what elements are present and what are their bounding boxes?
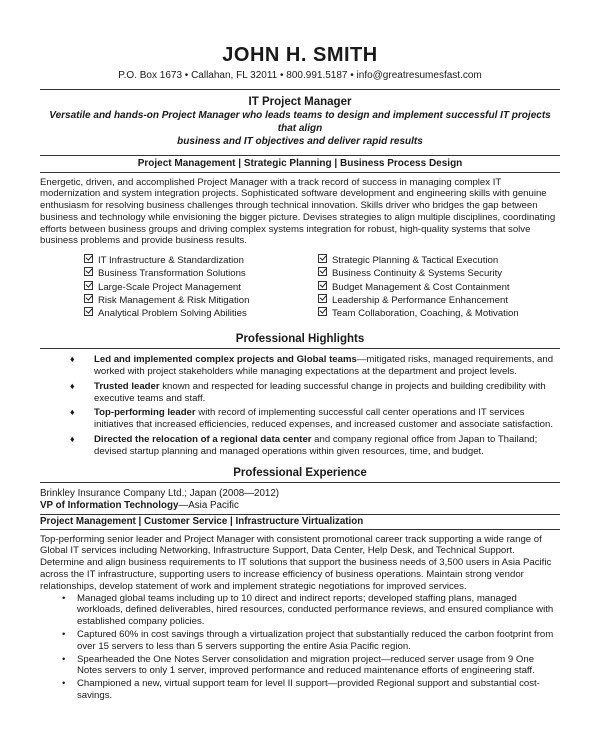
employer-line: Brinkley Insurance Company Ltd.; Japan (2008—2012) [40,487,280,499]
duty-item: • Captured 60% in cost savings through a virtualization project that substantially reduced the carbon footprint from over 15 servers to less than 5 servers supporting the entire Asia Pacific region. [62,629,554,652]
checkbox-icon [84,254,93,263]
skills-column-right [318,254,552,320]
bullet-icon: • [62,653,66,665]
skills-checklist [40,254,560,320]
role-description: Top-performing senior leader and Project Manager with consistent promotional career track supporting a wide range of Global IT services including Networking, Infrastructure Support, Data Center, Help Desk, and Technical Support. Determine and align business requirements to IT solutions that support the business needs of 3,500 users in Asia Pacific across the IT infrastructure, supporting users to increase efficiency of business operations. Maintain strong vendor relationships, develop statement of work and implement strategic negotiations for improved services. [40,533,552,592]
skill-item: Risk Management & Risk Mitigation [84,294,318,307]
skill-item: Team Collaboration, Coaching, & Motivation [318,307,552,320]
contact-line: P.O. Box 1673 • Callahan, FL 32011 • 800.991.5187 • info@greatresumesfast.com [118,70,482,81]
bullet-icon: • [62,592,66,604]
checkbox-icon [318,281,327,290]
checkbox-icon [318,294,327,303]
objective-subtitle-line1: Versatile and hands-on Project Manager who leads teams to design and implement successful IT projects that align [49,110,551,134]
highlight-item: ♦ Led and implemented complex projects and Global teams—mitigated risks, managed requirements, and worked with project stakeholders while managing expectations at the department and project levels. [70,354,554,378]
skill-item: Strategic Planning & Tactical Execution [318,254,552,267]
role-focus-bar: Project Management | Customer Service | Infrastructure Virtualization [40,514,560,530]
skill-item: IT Infrastructure & Standardization [84,254,318,267]
skill-item: Large-Scale Project Management [84,281,318,294]
checkbox-icon [318,254,327,263]
skill-item: Analytical Problem Solving Abilities [84,307,318,320]
bullet-icon: • [62,678,66,690]
role-line [40,500,560,512]
checkbox-icon [84,267,93,276]
header-divider [40,89,560,90]
highlight-item: ♦ Directed the relocation of a regional data center and company regional office from Japan to Thailand; devised startup planning and managed operations within given resources, time, and budget. [70,434,538,457]
objective-title: IT Project Manager [248,96,352,108]
highlights-heading: Professional Highlights [40,332,560,349]
highlight-item: ♦ Trusted leader known and respected for leading successful change in projects and building credibility with executive teams and staff. [70,380,546,404]
summary-paragraph: Energetic, driven, and accomplished Project Manager with a track record of success in managing complex IT modernization and system integration projects. Sophisticated software development and engineering skills with genuine enthusiasm for resolving business challenges through technical innovation. Skills driver who bridges the gap between business and technology while envisioning the bigger picture. Devises strategies to align multiple disciplines, coordinating efforts between business groups and driving complex systems integration for robust, high-quality systems that solve business problems and provide business results. [40,176,556,247]
diamond-bullet-icon: ♦ [70,407,75,418]
diamond-bullet-icon: ♦ [70,380,75,391]
skill-item: Budget Management & Cost Containment [318,281,552,294]
objective-subtitle-line2: business and IT objectives and deliver rapid results [177,136,423,147]
checkbox-icon [84,307,93,316]
highlights-list [40,354,560,457]
skill-item: Business Continuity & Systems Security [318,267,552,280]
diamond-bullet-icon: ♦ [70,434,75,445]
duty-item: • Spearheaded the One Notes Server consolidation and migration project—reduced server usage from 9 One Notes servers to only 1 server, improved performance and reduced maintenance efforts of engineering staff. [62,653,535,677]
focus-areas-bar: Project Management | Strategic Planning | Business Process Design [40,155,560,173]
duty-item: • Championed a new, virtual support team for level II support—provided Regional support and substantial cost-savings. [62,678,540,702]
checkbox-icon [84,294,93,303]
checkbox-icon [84,281,93,290]
diamond-bullet-icon: ♦ [70,354,75,365]
highlight-item: ♦ Top-performing leader with record of implementing successful call center operations and IT services initiatives that increased efficiencies, reduced expenses, and increased customer and associate satisfaction. [70,407,553,431]
skills-column-left [84,254,318,320]
skill-item: Leadership & Performance Enhancement [318,294,552,307]
experience-heading: Professional Experience [40,466,560,483]
bullet-icon: • [62,629,66,641]
candidate-name: JOHN H. SMITH [222,44,378,66]
duty-item: • Managed global teams including up to 10 direct and indirect reports; developed staffing plans, managed workloads, defined deliverables, hired resources, conducted performance reviews, and ensured compliance with established company policies. [62,592,554,628]
role-title: VP of Information Technology [40,499,179,511]
checkbox-icon [318,267,327,276]
checkbox-icon [318,307,327,316]
role-region: —Asia Pacific [178,499,239,511]
skill-item: Business Transformation Solutions [84,267,318,280]
duties-list [40,593,560,702]
